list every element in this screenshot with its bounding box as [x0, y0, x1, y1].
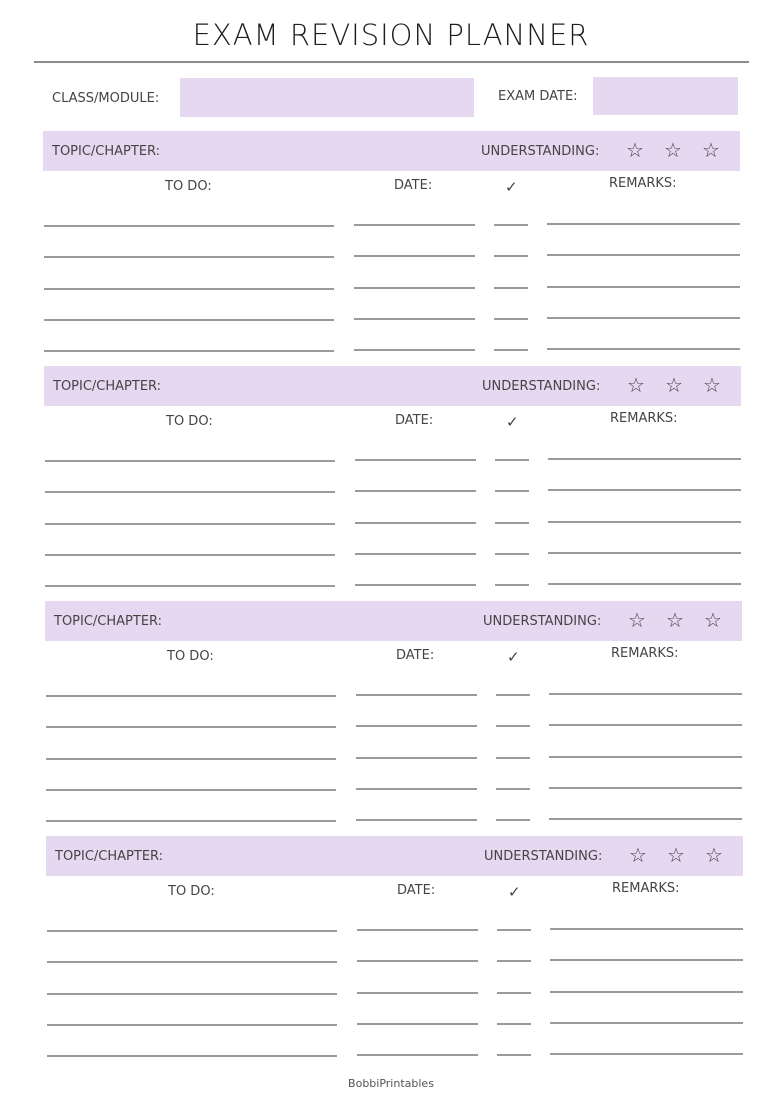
topic-label: TOPIC/CHAPTER:: [52, 144, 161, 159]
remarks-line[interactable]: [548, 458, 741, 460]
remarks-line[interactable]: [547, 348, 740, 350]
check-line[interactable]: [496, 757, 530, 759]
todo-line[interactable]: [44, 256, 334, 258]
date-line[interactable]: [356, 788, 477, 790]
date-line[interactable]: [356, 757, 477, 759]
remarks-header: REMARKS:: [611, 646, 679, 661]
remarks-line[interactable]: [549, 693, 742, 695]
topic-label: TOPIC/CHAPTER:: [55, 849, 164, 864]
check-line[interactable]: [495, 459, 529, 461]
check-icon: ✓: [506, 413, 519, 431]
todo-line[interactable]: [45, 554, 335, 556]
topic-band[interactable]: [43, 131, 740, 171]
date-line[interactable]: [354, 318, 475, 320]
star-icon[interactable]: ☆: [664, 138, 682, 162]
remarks-line[interactable]: [547, 317, 740, 319]
remarks-line[interactable]: [550, 1022, 743, 1024]
star-icon[interactable]: ☆: [703, 373, 721, 397]
todo-line[interactable]: [47, 993, 337, 995]
todo-line[interactable]: [46, 789, 336, 791]
todo-line[interactable]: [45, 460, 335, 462]
page-title: EXAM REVISION PLANNER: [192, 18, 590, 52]
remarks-line[interactable]: [548, 552, 741, 554]
remarks-line[interactable]: [548, 583, 741, 585]
understanding-label: UNDERSTANDING:: [483, 614, 602, 629]
date-header: DATE:: [394, 178, 433, 193]
star-icon[interactable]: ☆: [705, 843, 723, 867]
date-line[interactable]: [356, 694, 477, 696]
todo-line[interactable]: [45, 523, 335, 525]
class-module-label: CLASS/MODULE:: [52, 91, 160, 106]
check-line[interactable]: [495, 584, 529, 586]
check-line[interactable]: [497, 1054, 531, 1056]
todo-header: TO DO:: [166, 414, 213, 429]
remarks-line[interactable]: [550, 959, 743, 961]
star-icon[interactable]: ☆: [667, 843, 685, 867]
todo-line[interactable]: [45, 585, 335, 587]
check-line[interactable]: [496, 819, 530, 821]
star-icon[interactable]: ☆: [666, 608, 684, 632]
understanding-label: UNDERSTANDING:: [484, 849, 603, 864]
date-line[interactable]: [354, 349, 475, 351]
remarks-line[interactable]: [549, 724, 742, 726]
remarks-line[interactable]: [550, 928, 743, 930]
todo-header: TO DO:: [165, 179, 212, 194]
remarks-line[interactable]: [547, 254, 740, 256]
class-module-field[interactable]: [180, 78, 474, 117]
check-line[interactable]: [495, 490, 529, 492]
date-line[interactable]: [356, 725, 477, 727]
star-icon[interactable]: ☆: [702, 138, 720, 162]
todo-line[interactable]: [44, 225, 334, 227]
remarks-line[interactable]: [550, 991, 743, 993]
topic-label: TOPIC/CHAPTER:: [54, 614, 163, 629]
date-line[interactable]: [354, 287, 475, 289]
check-icon: ✓: [508, 883, 521, 901]
remarks-line[interactable]: [548, 521, 741, 523]
todo-line[interactable]: [47, 930, 337, 932]
check-line[interactable]: [497, 929, 531, 931]
exam-date-field[interactable]: [593, 77, 738, 115]
todo-line[interactable]: [44, 319, 334, 321]
topic-band[interactable]: [44, 366, 741, 406]
date-line[interactable]: [357, 992, 478, 994]
star-icon[interactable]: ☆: [704, 608, 722, 632]
remarks-line[interactable]: [547, 223, 740, 225]
remarks-line[interactable]: [549, 756, 742, 758]
remarks-line[interactable]: [550, 1053, 743, 1055]
remarks-line[interactable]: [548, 489, 741, 491]
date-line[interactable]: [357, 1023, 478, 1025]
remarks-header: REMARKS:: [612, 881, 680, 896]
check-line[interactable]: [494, 287, 528, 289]
star-icon[interactable]: ☆: [628, 608, 646, 632]
todo-header: TO DO:: [168, 884, 215, 899]
remarks-header: REMARKS:: [609, 176, 677, 191]
todo-line[interactable]: [46, 758, 336, 760]
todo-line[interactable]: [47, 1055, 337, 1057]
check-line[interactable]: [497, 1023, 531, 1025]
topic-band[interactable]: [45, 601, 742, 641]
understanding-label: UNDERSTANDING:: [482, 379, 601, 394]
brand-footer: BobbiPrintables: [348, 1077, 434, 1090]
star-icon[interactable]: ☆: [629, 843, 647, 867]
date-line[interactable]: [356, 819, 477, 821]
check-line[interactable]: [494, 255, 528, 257]
todo-line[interactable]: [44, 350, 334, 352]
date-line[interactable]: [355, 490, 476, 492]
date-line[interactable]: [354, 255, 475, 257]
check-line[interactable]: [496, 694, 530, 696]
check-line[interactable]: [497, 992, 531, 994]
date-line[interactable]: [355, 522, 476, 524]
todo-header: TO DO:: [167, 649, 214, 664]
todo-line[interactable]: [46, 726, 336, 728]
date-line[interactable]: [357, 1054, 478, 1056]
todo-line[interactable]: [44, 288, 334, 290]
todo-line[interactable]: [47, 961, 337, 963]
remarks-line[interactable]: [549, 787, 742, 789]
exam-date-label: EXAM DATE:: [498, 89, 578, 104]
date-line[interactable]: [355, 553, 476, 555]
check-line[interactable]: [494, 318, 528, 320]
date-line[interactable]: [357, 960, 478, 962]
date-header: DATE:: [396, 648, 435, 663]
check-line[interactable]: [497, 960, 531, 962]
todo-line[interactable]: [46, 820, 336, 822]
remarks-header: REMARKS:: [610, 411, 678, 426]
remarks-line[interactable]: [549, 818, 742, 820]
remarks-line[interactable]: [547, 286, 740, 288]
check-line[interactable]: [495, 522, 529, 524]
check-icon: ✓: [507, 648, 520, 666]
star-icon[interactable]: ☆: [665, 373, 683, 397]
check-icon: ✓: [505, 178, 518, 196]
date-line[interactable]: [355, 459, 476, 461]
date-header: DATE:: [395, 413, 434, 428]
title-divider: [34, 61, 749, 63]
check-line[interactable]: [496, 725, 530, 727]
check-line[interactable]: [494, 349, 528, 351]
check-line[interactable]: [495, 553, 529, 555]
star-icon[interactable]: ☆: [626, 138, 644, 162]
date-line[interactable]: [357, 929, 478, 931]
date-header: DATE:: [397, 883, 436, 898]
date-line[interactable]: [354, 224, 475, 226]
date-line[interactable]: [355, 584, 476, 586]
todo-line[interactable]: [47, 1024, 337, 1026]
topic-band[interactable]: [46, 836, 743, 876]
understanding-label: UNDERSTANDING:: [481, 144, 600, 159]
check-line[interactable]: [494, 224, 528, 226]
todo-line[interactable]: [45, 491, 335, 493]
star-icon[interactable]: ☆: [627, 373, 645, 397]
topic-label: TOPIC/CHAPTER:: [53, 379, 162, 394]
check-line[interactable]: [496, 788, 530, 790]
todo-line[interactable]: [46, 695, 336, 697]
